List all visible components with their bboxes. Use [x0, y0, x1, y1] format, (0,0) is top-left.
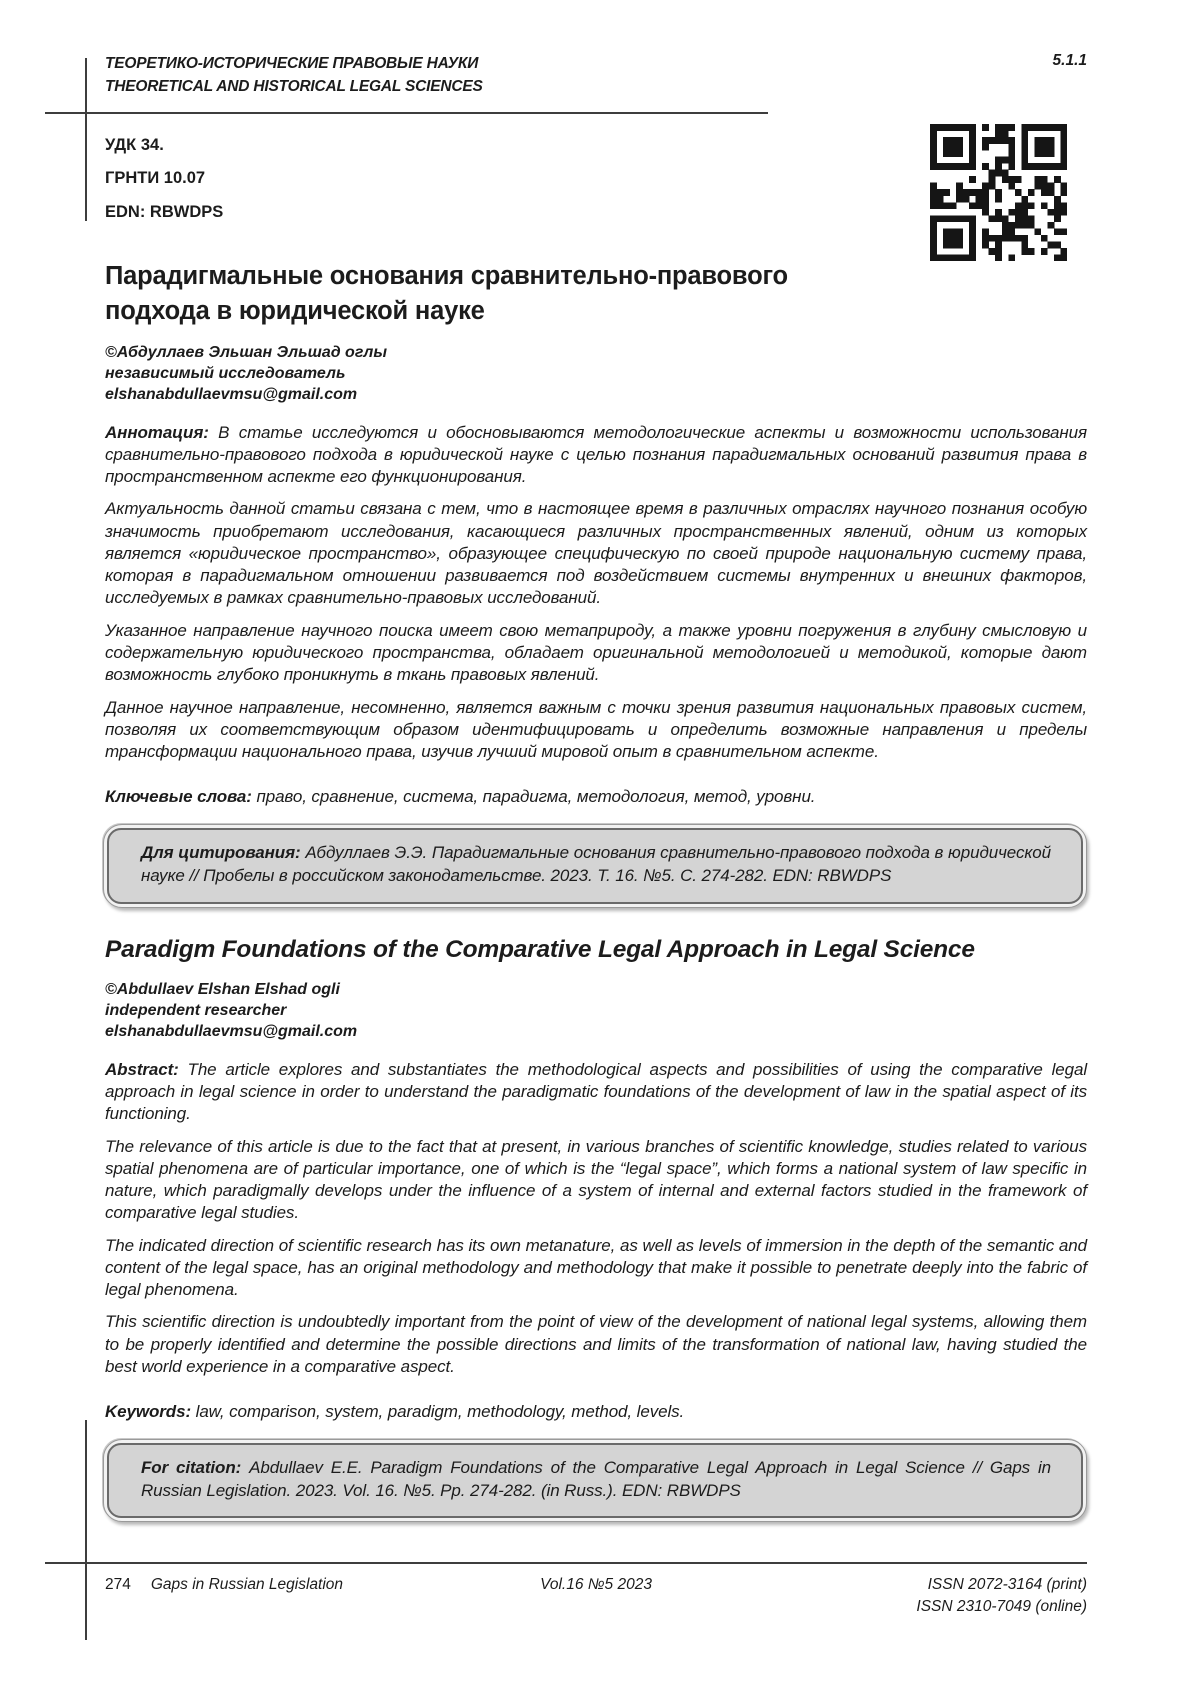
citation-box-ru	[103, 824, 1087, 907]
citation-text-ru: Абдуллаев Э.Э. Парадигмальные основания сравнительно-правового подхода в юридической науке // Пробелы в российском законодательстве. 2023. Т. 16. №5. С. 274-282. EDN: RBWDPS	[141, 843, 1051, 885]
article-title-en: Paradigm Foundations of the Comparative Legal Approach in Legal Science	[105, 935, 975, 963]
author-name-en: ©Abdullaev Elshan Elshad ogli	[105, 981, 340, 999]
author-block-en	[105, 980, 1087, 1042]
grnti-code: ГРНТИ 10.07	[105, 169, 206, 188]
author-email-en: elshanabdullaevmsu@gmail.com	[105, 1023, 358, 1040]
citation-text-en: Abdullaev E.E. Paradigm Foundations of the Comparative Legal Approach in Legal Science // Gaps in Russian Legislation. 2023. Vol. 16. №5. Pp. 274-282. (in Russ.). EDN: RBWDPS	[141, 1458, 1052, 1500]
footer-rule	[45, 1562, 1087, 1564]
page-footer	[105, 1574, 1087, 1619]
header-rule	[45, 112, 768, 114]
specialty-code: 5.1.1	[1052, 52, 1087, 69]
keywords-ru	[105, 787, 1087, 807]
abstract-paragraph-en: The indicated direction of scientific research has its own metanature, as well as levels of immersion in the depth of the semantic and content of the legal space, has an original methodology and methodology that make it possible to penetrate deeply into the fabric of legal phenomena.	[105, 1235, 1087, 1300]
citation-box-ru-inner	[107, 828, 1083, 903]
issue-info: Vol.16 №5 2023	[540, 1576, 652, 1593]
citation-box-en-inner	[107, 1443, 1083, 1518]
abstract-label-ru: Аннотация:	[105, 422, 209, 442]
citation-label-ru: Для цитирования:	[141, 843, 301, 863]
author-block-ru	[105, 343, 1087, 405]
keywords-text-ru: право, сравнение, система, парадигма, методология, метод, уровни.	[256, 787, 816, 807]
abstract-paragraph-ru: Указанное направление научного поиска имеет свою метаприроду, а также уровни погружения в глубину смысловую и содержательную юридического пространства, обладает оригинальной методологией и методикой, которые дают возможность глубоко проникнуть в ткань правовых явлений.	[105, 620, 1087, 685]
abstract-paragraph-en	[105, 1059, 1087, 1126]
abstract-text: В статье исследуются и обосновываются методологические аспекты и возможности использования сравнительно-правового подхода в юридической науке с целью познания парадигмальных оснований развития права в пространственном аспекте его функционирования.	[105, 422, 1088, 487]
author-email-ru: elshanabdullaevmsu@gmail.com	[105, 385, 358, 403]
keywords-en	[105, 1402, 1087, 1422]
running-header	[105, 52, 1087, 99]
footer-right	[652, 1574, 1087, 1619]
author-affiliation-en: independent researcher	[105, 1002, 287, 1020]
left-margin-rule-bottom	[85, 1420, 87, 1640]
issn-print: ISSN 2072-3164 (print)	[927, 1576, 1088, 1593]
footer-left	[105, 1574, 540, 1596]
keywords-label-ru: Ключевые слова:	[105, 787, 252, 807]
abstract-paragraph-en: The relevance of this article is due to the fact that at present, in various branches of scientific knowledge, studies related to various spatial phenomena are of particular importance, one of which is the “legal space”, which forms a national system of law specific in nature, which paradigmally develops under the influence of a system of internal and external factors studied in the framework of comparative legal studies.	[105, 1136, 1087, 1223]
edn-code: EDN: RBWDPS	[105, 203, 224, 222]
citation-box-en	[103, 1439, 1087, 1522]
abstract-paragraph-ru	[105, 422, 1087, 489]
journal-name: Gaps in Russian Legislation	[150, 1576, 344, 1593]
left-margin-rule-top	[85, 58, 87, 221]
keywords-text-en: law, comparison, system, paradigm, methodology, method, levels.	[195, 1402, 685, 1422]
section-rubric	[105, 52, 483, 99]
rubric-russian: ТЕОРЕТИКО-ИСТОРИЧЕСКИЕ ПРАВОВЫЕ НАУКИ	[105, 55, 479, 72]
issn-online: ISSN 2310-7049 (online)	[916, 1598, 1088, 1616]
qr-code-icon	[930, 124, 1067, 261]
abstract-paragraph-ru: Актуальность данной статьи связана с тем, что в настоящее время в различных отраслях научного познания особую значимость приобретают исследования, касающиеся различных пространственных явлений, одним из которых является «юридическое пространство», образующее специфическую по своей природе национальную систему права, которая в парадигмальном отношении развивается под воздействием системы внутренних и внешних факторов, исследуемых в рамках сравнительно-правовых исследований.	[105, 499, 1087, 608]
article-meta	[105, 136, 1087, 223]
keywords-label-en: Keywords:	[105, 1402, 192, 1422]
author-affiliation-ru: независимый исследователь	[105, 365, 346, 383]
page-number: 274	[105, 1576, 131, 1593]
article-title-ru: Парадигмальные основания сравнительно-правового подхода в юридической науке	[105, 261, 788, 325]
abstract-paragraph-en: This scientific direction is undoubtedly important from the point of view of the development of national legal systems, allowing them to be properly identified and determine the possible directions and limits of the transformation of national law, having studied the best world experience in a comparative aspect.	[105, 1312, 1087, 1376]
abstract-paragraph-ru: Данное научное направление, несомненно, является важным с точки зрения развития национальных правовых систем, позволяя их соответствующим образом идентифицировать и определить возможные направления и пределы трансформации национального права, изучив лучший мировой опыт в сравнительном аспекте.	[105, 697, 1087, 762]
author-name-ru: ©Абдуллаев Эльшан Эльшад оглы	[105, 344, 387, 362]
udc-code: УДК 34.	[105, 135, 164, 154]
rubric-english: THEORETICAL AND HISTORICAL LEGAL SCIENCES	[105, 78, 483, 96]
citation-label-en: For citation:	[141, 1458, 242, 1478]
abstract-text: The article explores and substantiates the methodological aspects and possibilities of using the comparative legal approach in legal science in order to understand the paradigmatic foundations of the development of law in the spatial aspect of its functioning.	[105, 1059, 1088, 1124]
abstract-label-en: Abstract:	[105, 1059, 179, 1079]
